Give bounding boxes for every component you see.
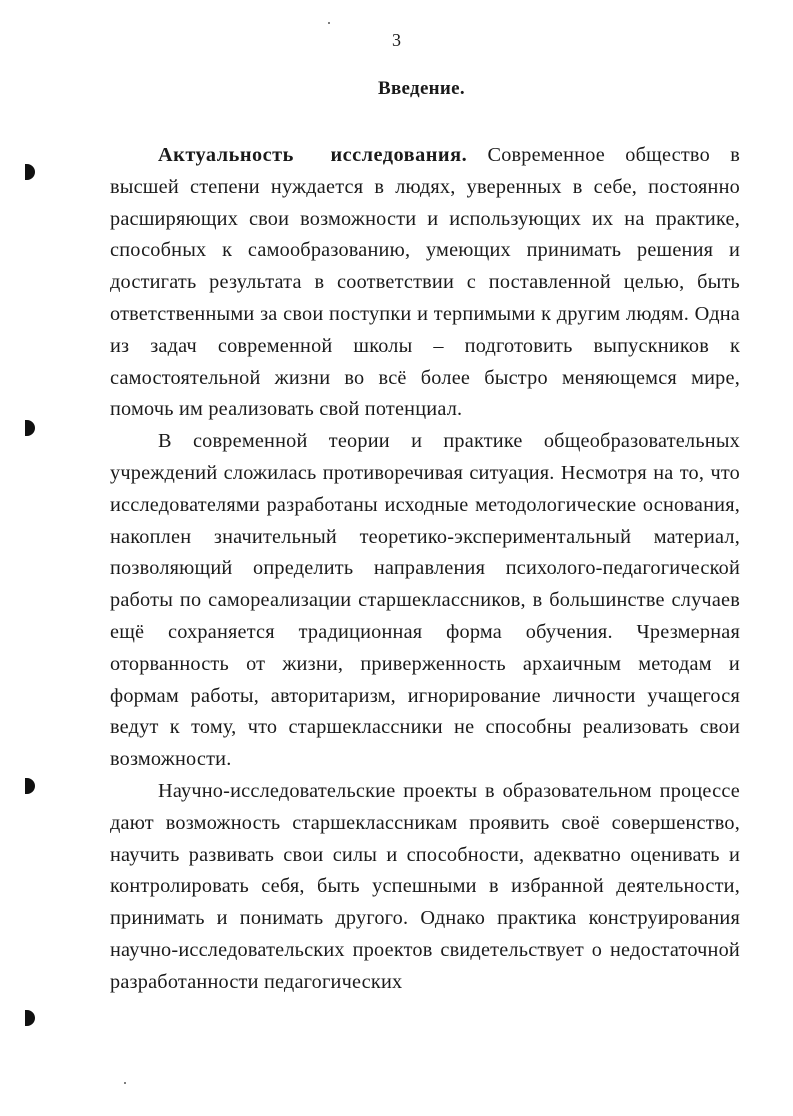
binding-hole-4 [25,1010,35,1026]
paragraph-contradiction: В современной теории и практике общеобразовательных учреждений сложилась противоречивая ситуация. Несмотря на то, что исследователями разработаны исходные методологические основания, накоплен значительный теоретико-экспериментальный материал, позволяющий определить направления психолого-педагогической работы по самореализации старшеклассников, в большинстве случаев ещё сохраняется традиционная форма обучения. Чрезмерная оторванность от жизни, приверженность архаичным методам и формам работы, авторитаризм, игнорирование личности учащегося ведут к тому, что старшеклассники не способны реализовать свои возможности. [110,430,740,771]
binding-hole-1 [25,164,35,180]
paragraph-research-projects: Научно-исследовательские проекты в образовательном процессе дают возможность старшеклассникам проявить своё совершенство, научить развивать свои силы и способности, адекватно оценивать и контролировать себя, быть успешными в избранной деятельности, принимать и понимать другого. Однако практика конструирования научно-исследовательских проектов свидетельствует о недостаточной разработанности педагогических [110,779,740,993]
section-heading: Введение. [378,78,465,99]
page-number: 3 [392,30,401,50]
paragraph-text: Современное общество в высшей степени нуждается в людях, уверенных в себе, постоянно расширяющих свои возможности и использующих их на практике, способных к самообразованию, умеющих принимать решения и достигать результата в соответствии с поставленной целью, быть ответственными за свои поступки и терпимыми к другим людям. Одна из задач современной школы – подготовить выпускников к самостоятельной жизни во всё более быстро меняющемся мире, помочь им реализовать свой потенциал. [110,144,740,421]
paragraph-relevance [110,140,740,426]
binding-hole-2 [25,420,35,436]
binding-hole-3 [25,778,35,794]
paragraph-lead: Актуальность исследования. [158,144,468,166]
scan-speck-top [328,22,330,24]
document-body [110,140,740,999]
scan-speck-bottom [124,1082,126,1084]
